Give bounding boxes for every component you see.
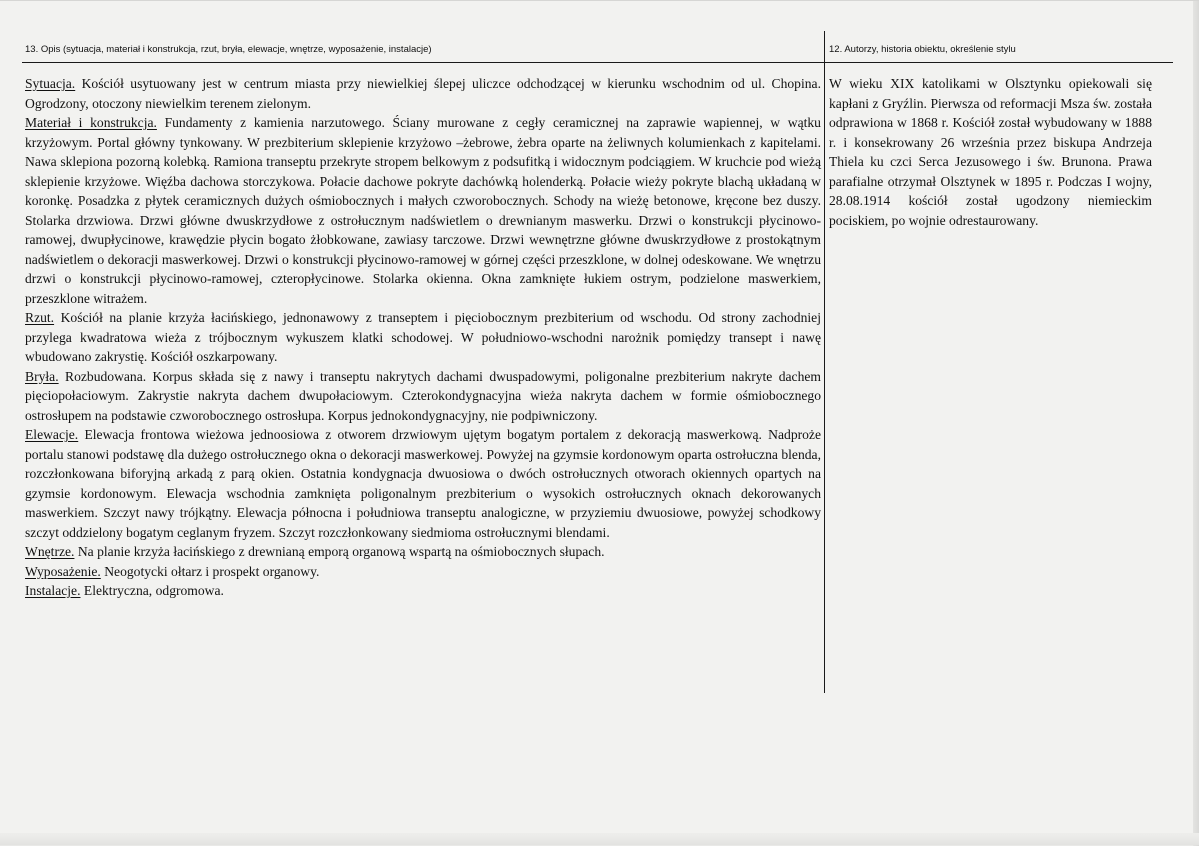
section-label: Wyposażenie. [25,563,101,579]
section-label: Rzut. [25,310,55,325]
description-column-body [25,74,821,601]
header-divider-line [22,62,1173,63]
scan-edge-bottom [0,833,1199,845]
section-label: Materiał i konstrukcja. [25,115,157,130]
section-label: Bryła. [25,368,59,384]
section-wnetrze [25,542,821,562]
section-text: Kościół usytuowany jest w centrum miasta przy niewielkiej ślepej uliczce odchodzącej w kierunku wschodnim od ul. Chopina. Ogrodzony, otoczony niewielkim terenem zielonym. [25,76,821,111]
section-text: Fundamenty z kamienia narzutowego. Ściany murowane z cegły ceramicznej na zaprawie wapiennej, w wątku krzyżowym. Portal główny tynkowany. W prezbiterium sklepienie krzyżowo –żebrowe, żebra oparte na żeliwnych kolumienkach z kapitelami. Nawa sklepiona pozorną kolebką. Ramiona transeptu przekryte stropem belkowym z podsufitką i widocznym podciągiem. W kruchcie pod wieżą sklepienie krzyżowe. Więźba dachowa storczykowa. Połacie dachowe pokryte dachówką holenderką. Połacie wieży pokryte blachą układaną w koronkę. Posadzka z płytek ceramicznych dużych ośmiobocznych i małych czworobocznych. Schody na wieżę betonowe, kręcone bez duszy. Stolarka drzwiowa. Drzwi główne dwuskrzydłowe z ostrołucznym nadświetlem o drewnianym maswerku. Drzwi o konstrukcji płycinowo- ramowej, dwupłycinowe, krawędzie płycin bogato żłobkowane, zawiasy tarczowe. Drzwi wewnętrzne główne dwuskrzydłowe z prostokątnym nadświetlem o dekoracji maswerkowej. Drzwi o konstrukcji płycinowo-ramowej w górnej części przeszklone, w dolnej odeskowane. We wnętrzu drzwi o konstrukcji płycinowo-ramowej, czteropłycinowe. Stolarka okienna. Okna zamknięte łukiem ostrym, podzielone maswerkiem, przeszklone witrażem. [25,115,821,306]
section-sytuacja [25,74,821,113]
description-column-header: 13. Opis (sytuacja, materiał i konstrukcja, rzut, bryła, elewacje, wnętrze, wyposażenie, instalacje) [25,44,432,55]
section-text: Elewacja frontowa wieżowa jednoosiowa z otworem drzwiowym ujętym bogatym portalem z dekoracją maswerkową. Nadproże portalu stanowi podstawę dla dużego ostrołucznego okna o dekoracji maswerkowej. Powyżej na gzymsie kordonowym oparta ostrołuczna blenda, rozczłonkowana biforyjną arkadą z parą okien. Ostatnia kondygnacja dwuosiowa o dwóch ostrołucznych otworach okiennych opartych na gzymsie kordonowym. Elewacja wschodnia zamknięta poligonalnym prezbiterium o wysokich ostrołucznych oknach dekorowanych maswerkiem. Szczyt nawy trójkątny. Elewacja północna i południowa transeptu analogiczne, w przyziemiu dwuosiowe, powyżej schodkowy szczyt oddzielony bogatym ceglanym fryzem. Szczyt rozczłonkowany siedmioma ostrołucznymi blendami. [25,427,822,540]
section-material-konstrukcja [25,113,821,308]
section-text: Rozbudowana. Korpus składa się z nawy i transeptu nakrytych dachami dwuspadowymi, poligonalne prezbiterium nakryte dachem pięciopołaciowym. Zakrystie nakryta dachem dwupołaciowym. Czterokondygnacyjna wieża nakryta dachem w formie ośmiobocznego ostrosłupem na podstawie czworobocznego ostrosłupa. Korpus jednokondygnacyjny, nie podpiwniczony. [25,368,821,423]
section-text: Neogotycki ołtarz i prospekt organowy. [104,563,320,579]
section-text: Na planie krzyża łacińskiego z drewnianą emporą organową wspartą na ośmiobocznych słupach. [77,544,605,559]
section-label: Sytuacja. [25,76,76,91]
section-wyposazenie [25,562,821,582]
history-text: W wieku XIX katolikami w Olsztynku opiekowali się kapłani z Gryźlin. Pierwsza od reformacji Msza św. została odprawiona w 1868 r. Kościół został wybudowany w 1888 r. i konsekrowany 26 września przez biskupa Andrzeja Thiela ku czci Serca Jezusowego i św. Brunona. Prawa parafialne otrzymał Olsztynek w 1895 r. Podczas I wojny, 28.08.1914 kościół został ugodzony niemieckim pociskiem, po wojnie odrestaurowany. [829,76,1152,228]
history-column-header: 12. Autorzy, historia obiektu, określenie stylu [829,44,1016,55]
section-rzut [25,308,821,367]
section-label: Elewacje. [25,427,79,442]
history-column-body [829,74,1152,230]
section-label: Instalacje. [25,583,81,598]
section-elewacje [25,425,821,542]
section-instalacje [25,581,821,601]
scan-edge-right [1193,1,1199,846]
column-divider-line [824,31,825,693]
section-text: Elektryczna, odgromowa. [83,583,224,598]
section-bryla [25,367,821,426]
section-text: Kościół na planie krzyża łacińskiego, jednonawowy z transeptem i pięciobocznym prezbiterium od wschodu. Od strony zachodniej przylega kwadratowa wieża z trójbocznym wykuszem klatki schodowej. W południowo-wschodni narożnik pomiędzy transept i nawę wbudowano zakrystię. Kościół oszkarpowany. [25,310,821,364]
section-label: Wnętrze. [25,544,75,559]
